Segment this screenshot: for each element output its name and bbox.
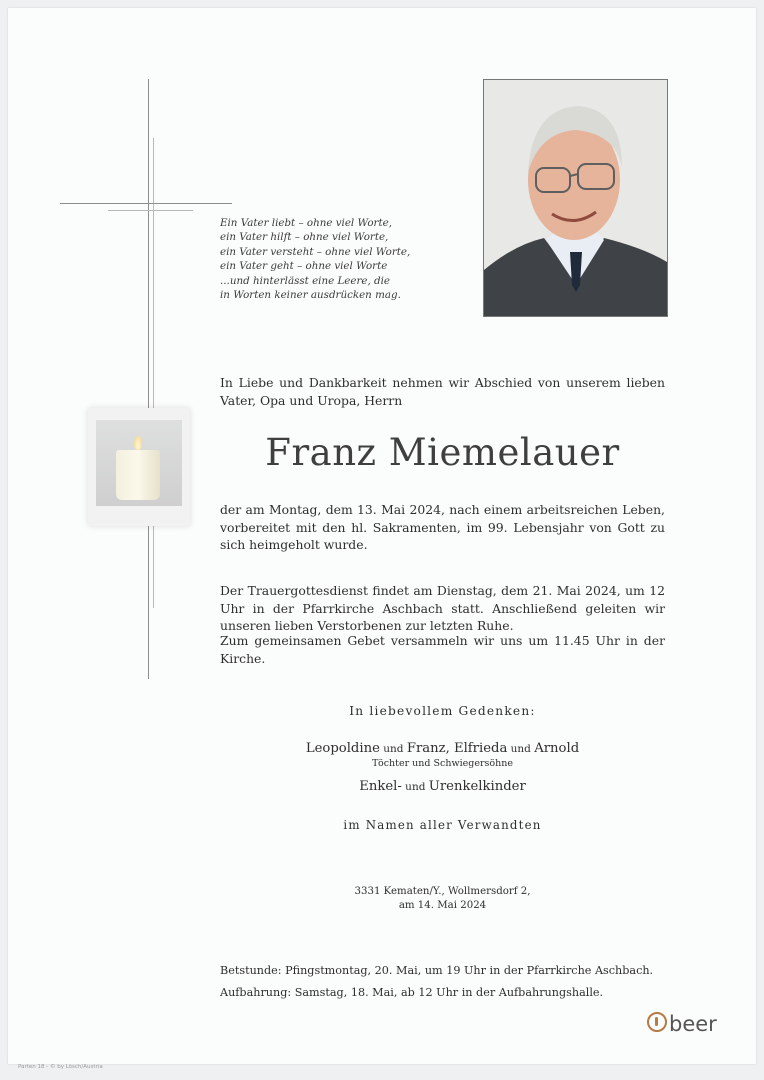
portrait-photo [483, 79, 668, 317]
leaf-icon [647, 1012, 667, 1032]
cross-horizontal-line-inner [108, 210, 193, 211]
family-relation-note: Töchter und Schwiegersöhne [372, 758, 513, 769]
poem-line: Ein Vater liebt – ohne viel Worte, [220, 217, 392, 229]
bereaved-family [220, 741, 665, 756]
footer-copyright: Parten 18 - © by Lösch/Austria [18, 1064, 103, 1070]
family-name: Leopoldine [305, 741, 380, 756]
prayer-hour-notice: Betstunde: Pfingstmontag, 20. Mai, um 19 Uhr in der Pfarrkirche Aschbach. [220, 964, 654, 977]
poem-line: ein Vater hilft – ohne viel Worte, [220, 231, 389, 244]
deceased-name: Franz Miemelauer [265, 431, 620, 474]
cross-vertical-line [148, 79, 149, 679]
address-block [220, 885, 665, 913]
family-connector: und [379, 743, 407, 755]
cross-horizontal-line [60, 203, 232, 204]
grandchildren-line [220, 779, 665, 794]
portrait-illustration [484, 80, 667, 316]
funeral-service-text: Der Trauergottesdienst findet am Dienstag, dem 21. Mai 2024, um 12 Uhr in der Pfarrkirche Aschbach statt. Anschließend geleiten wir unseren lieben Verstorbenen zur letzten Ruhe. [220, 583, 665, 633]
candle-icon [116, 450, 160, 500]
prayer-gathering-text: Zum gemeinsamen Gebet versammeln wir uns um 11.45 Uhr in der Kirche. [220, 633, 665, 666]
candle-image [88, 408, 190, 526]
family-name: Arnold [534, 741, 580, 756]
address-line: 3331 Kematen/Y., Wollmersdorf 2, [354, 886, 531, 897]
poem [220, 216, 460, 302]
family-connector: und [507, 743, 535, 755]
intro-text: In Liebe und Dankbarkeit nehmen wir Abschied von unserem lieben Vater, Opa und Uropa, Herrn [220, 375, 665, 408]
in-memory-heading: In liebevollem Gedenken: [349, 704, 536, 718]
poem-line: in Worten keiner ausdrücken mag. [220, 289, 401, 302]
date-line: am 14. Mai 2024 [398, 900, 487, 911]
beer-logo [647, 1012, 717, 1036]
grandchildren-label: Enkel- [359, 779, 402, 794]
great-grandchildren-label: Urenkelkinder [428, 779, 526, 794]
death-announcement-text: der am Montag, dem 13. Mai 2024, nach einem arbeitsreichen Leben, vorbereitet mit den hl. Sakramenten, im 99. Lebensjahr von Gott zu sich heimgeholt wurde. [220, 502, 665, 552]
cross-vertical-line-inner [153, 138, 154, 608]
poem-line: ...und hinterlässt eine Leere, die [220, 274, 391, 287]
candle-background [96, 420, 182, 506]
candle-flame-icon [134, 436, 142, 450]
poem-line: ein Vater versteht – ohne viel Worte, [220, 245, 411, 258]
poem-line: ein Vater geht – ohne viel Worte [220, 260, 388, 273]
lying-in-state-notice: Aufbahrung: Samstag, 18. Mai, ab 12 Uhr in der Aufbahrungshalle. [220, 986, 604, 999]
logo-text: beer [669, 1012, 717, 1036]
family-connector: und [401, 781, 429, 793]
relatives-line: im Namen aller Verwandten [343, 818, 542, 832]
family-name: Franz, Elfrieda [406, 741, 508, 756]
